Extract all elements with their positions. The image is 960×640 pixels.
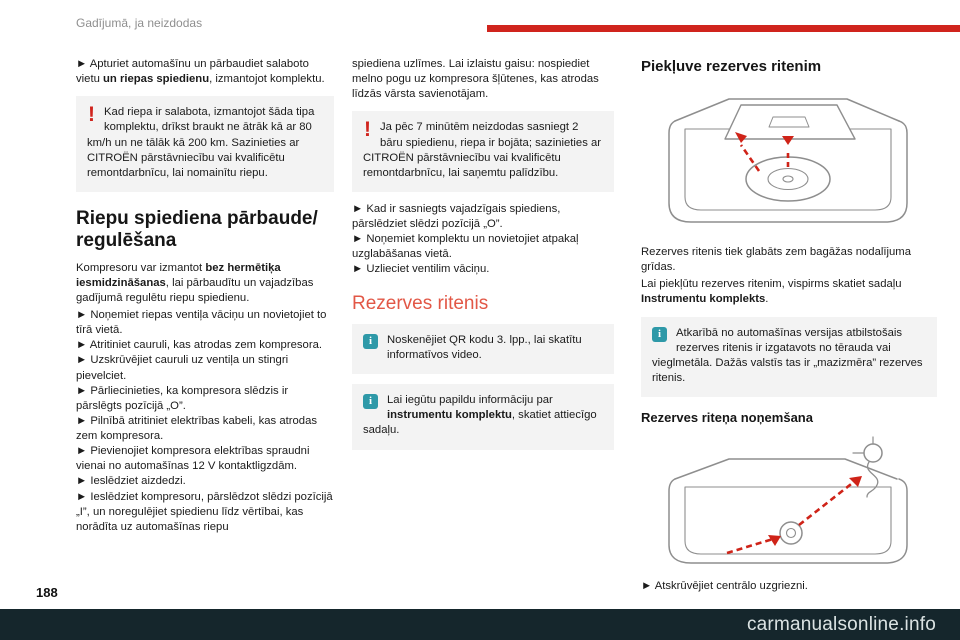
step-item: ► Kad ir sasniegts vajadzīgais spiediens, pārslēdziet slēdzi pozīcijā „O”. (352, 202, 561, 230)
paragraph-toolkit-ref (641, 277, 937, 307)
middle-column (352, 57, 614, 460)
running-header: Gadījumā, ja neizdodas (76, 16, 203, 30)
warning-box-7min (352, 111, 614, 192)
spare-wheel-removal-illustration (641, 433, 935, 571)
warning-icon: ! (88, 103, 95, 127)
info-icon: i (363, 334, 378, 349)
text-run-bold: Instrumentu komplekts (641, 293, 766, 306)
section-heading-spare-wheel: Rezerves ritenis (352, 292, 489, 314)
info-text: Noskenējiet QR kodu 3. lpp., lai skatītu informatīvos video. (387, 333, 582, 362)
section-heading-access: Piekļuve rezerves ritenim (641, 58, 822, 75)
step-item: ► Noņemiet komplektu un novietojiet atpakaļ uzglabāšanas vietā. (352, 233, 579, 261)
warning-icon: ! (364, 118, 371, 142)
spare-wheel-access-illustration (641, 85, 935, 237)
text-run: ► Apturiet automašīnu un pārbaudiet salaboto vietu (76, 58, 309, 86)
text-run-bold: un riepas spiedienu (103, 73, 210, 86)
warning-text: Kad riepa ir salabota, izmantojot šāda tipa komplektu, drīkst braukt ne ātrāk kā ar 80 km/h un ne tālāk kā 200 km. Sazinieties ar CITROËN pārstāvniecību vai kvalificētu remontdarbnīcu, lai nomainītu riepu. (87, 106, 315, 179)
warning-text: Ja pēc 7 minūtēm neizdodas sasniegt 2 bāru spiedienu, riepa ir bojāta; sazinieties ar CITROËN pārstāvniecību vai kvalificētu remontdarbnīcu, lai saņemtu palīdzību. (363, 121, 602, 179)
text-run: , skatiet attiecīgo sadaļu. (363, 409, 597, 437)
paragraph-compressor (76, 261, 334, 306)
step-item: ► Ieslēdziet aizdedzi. (76, 475, 186, 488)
top-accent-bar (487, 25, 960, 32)
step-item: ► Noņemiet riepas ventiļa vāciņu un novietojiet to tīrā vietā. (76, 309, 327, 337)
step-item: ► Uzskrūvējiet cauruli uz ventiļa un stingri pievelciet. (76, 354, 289, 382)
step-item: ► Pilnībā atritiniet elektrības kabeli, kas atrodas zem kompresora. (76, 414, 318, 443)
step-item: ► Atritiniet cauruli, kas atrodas zem kompresora. (76, 339, 322, 352)
text-run: . (765, 293, 769, 306)
right-column (641, 57, 937, 594)
footer-bar (0, 609, 960, 640)
info-icon: i (652, 327, 667, 342)
text-run: Lai piekļūtu rezerves ritenim, vispirms skatiet sadaļu (641, 278, 902, 291)
watermark-text: carmanualsonline.info (746, 614, 936, 635)
step-item: ► Atskrūvējiet centrālo uzgriezni. (641, 579, 808, 592)
text-run-bold: instrumentu komplektu (387, 409, 512, 422)
text-run: Lai iegūtu papildu informāciju par (387, 394, 553, 407)
info-box-toolkit (352, 384, 614, 449)
text-run: , izmantojot komplektu. (209, 73, 325, 86)
paragraph-intro (76, 57, 334, 87)
step-item: ► Uzlieciet ventilim vāciņu. (352, 263, 490, 276)
step-item: ► Pārliecinieties, ka kompresora slēdzis ir pārslēgts pozīcijā „O”. (76, 384, 289, 412)
section-heading-removal: Rezerves riteņa noņemšana (641, 410, 813, 426)
info-text (363, 394, 597, 436)
info-box-qr (352, 324, 614, 374)
paragraph-storage: Rezerves ritenis tiek glabāts zem bagāžas nodalījuma grīdas. (641, 246, 912, 274)
page-number: 188 (36, 585, 58, 600)
left-column (76, 57, 334, 535)
paragraph-continuation: spiediena uzlīmes. Lai izlaistu gaisu: nospiediet melno pogu uz kompresora šļūtenes, kas atrodas līdzās vārsta savienotājam. (352, 58, 599, 101)
step-item: ► Pievienojiet kompresora elektrības spraudni vienai no automašīnas 12 V kontaktligzdām. (76, 445, 310, 473)
text-run-bold: bez hermētiķa iesmidzināšanas (76, 261, 281, 289)
warning-box-repair (76, 96, 334, 192)
info-box-versions (641, 317, 937, 398)
info-text: Atkarībā no automašīnas versijas atbilstošais rezerves ritenis ir izgatavots no tērauda vai vieglmetāla. Dažās valstīs tas ir „mazizmēra” rezerves ritenis. (652, 326, 923, 384)
section-heading-pressure-check: Riepu spiediena pārbaude/ regulēšana (76, 207, 318, 252)
text-run: , lai pārbaudītu un vajadzības gadījumā regulētu riepu spiedienu. (76, 276, 314, 304)
step-item: ► Ieslēdziet kompresoru, pārslēdzot slēdzi pozīcijā „I”, un noregulējiet spiedienu līdz vērtībai, kas norādīta uz automašīnas riepu (76, 490, 333, 533)
info-icon: i (363, 394, 378, 409)
text-run: Kompresoru var izmantot (76, 261, 206, 274)
